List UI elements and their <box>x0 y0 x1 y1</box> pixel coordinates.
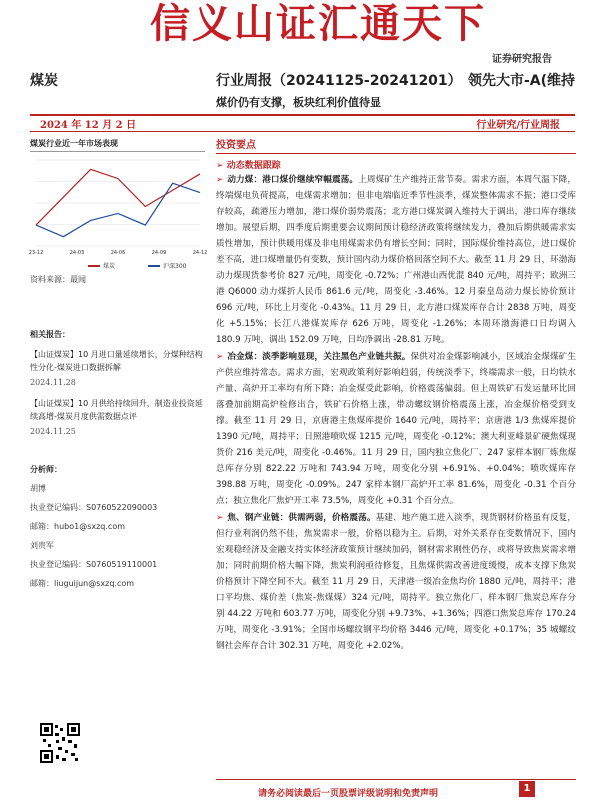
related-report[interactable] <box>30 348 205 389</box>
paragraph-coking-coal <box>216 349 576 509</box>
chart-title: 煤炭行业近一年市场表现 <box>30 138 205 152</box>
related-report-title[interactable]: 【山证煤炭】10 月供给持续回升，制造业投资延续高增-煤炭月度供需数据点评 <box>30 399 203 421</box>
subhead-text: 动态数据跟踪 <box>226 161 281 171</box>
analyst-cert: 执业登记编码：S0760522090003 <box>30 503 158 512</box>
arrow-icon: ➢ <box>216 175 224 185</box>
related-report-title[interactable]: 【山证煤炭】10 月进口量延续增长，分煤种结构性分化-煤炭进口数据拆解 <box>30 350 203 372</box>
rating-label: 领先大市-A(维持 <box>467 73 575 89</box>
x-tick-label: 24-06 <box>110 250 126 256</box>
series-line-1 <box>36 169 200 225</box>
series-line-2 <box>36 183 200 236</box>
analyst-name: 胡博 <box>30 484 46 493</box>
analyst-email[interactable]: 邮箱：liuguijun@sxzq.com <box>30 579 135 588</box>
report-date: 2024 年 12 月 2 日 <box>40 120 137 131</box>
header-banner <box>0 0 600 65</box>
report-subtitle: 煤价仍有支撑，板块红利价值待显 <box>216 96 381 109</box>
paragraph-lead: 动力煤：港口煤价继续窄幅震荡。 <box>227 175 359 185</box>
paragraph-coke-steel <box>216 510 576 654</box>
sidebar <box>28 134 208 774</box>
paragraph-body: 基建、地产施工进入淡季，现货钢材价格虽有反复，但行业利润仍然不佳，焦炭需求一般，价格以稳为主。后期，对外关系存在变数情况下，国内宏观稳经济及金融支持实体经济政策预计继续加码，钢材需求刚性仍存，或将导致焦炭需求增加；同时前期价格大幅下降，焦炭利润亟待修复，且焦煤供需改善进度缓慢，成本支撑下焦炭价格预计下降空间不大。截至 11 月 29 日，天津港一级冶金焦均价 1880 元/吨，周持平；港口平均焦、煤价差（焦炭-焦煤煤）324 元/吨，周持平。独立焦化厂、样本钢厂焦炭总库存分别 44.22 万吨和 603.77 万吨，周变化分别 +9.73%、+1.36%；四港口焦炭总库存 170.24 万吨，周变化 -3.91%；全国市场螺纹钢平均价格 3446 元/吨，周变化 +0.17%；35 城螺纹钢社会库存合计 302.31 万吨，周变化 +2.02%。 <box>216 513 576 651</box>
legend-label: 煤炭 <box>103 263 116 270</box>
paragraph-body: 上周煤矿生产维持正常节奏。需求方面，本周气温下降，终端煤电负荷提高，电煤需求增加；但非电端临近季节性淡季，煤炭整体需求不振；港口受库存较高，疏港压力增加，港口煤价弱势震荡；北方港口煤炭调入维持大于调出，港口库存继续增加。展望后期，四季度后期重要会议期间预计稳经济政策将继续发力，叠加后期供暖需求实质性增加，预计供暖用煤及非电用煤需求仍有增长空间；同时，国际煤价维持高位，进口煤价差不高，进口煤增量仍有变数，预计国内动力煤价格回落空间不大。截至 11 月 29 日，环渤海动力煤现货参考价 827 元/吨，周变化 -0.72%；广州港山西优混 840 元/吨，周持平；欧洲三港 Q6000 动力煤折人民币 861.6 元/吨，周变化 -3.46%。12 月秦皇岛动力煤长协价预计 696 元/吨，环比上月变化 -0.43%。11 月 29 日，北方港口煤炭库存合计 2838 万吨，周变化 +5.15%；长江八港煤炭库存 626 万吨，周变化 -1.26%；本周环渤海港口日均调入 180.9 万吨，调出 152.09 万吨，日均净调出 -28.81 万吨。 <box>216 175 576 345</box>
x-tick-label: 24-03 <box>69 250 85 256</box>
disclaimer-text[interactable]: 请务必阅读最后一页股票评级说明和免责声明 <box>258 789 439 799</box>
paragraph-lead: 焦、钢产业链：供需两弱，价格震荡。 <box>227 513 376 523</box>
analysts-label: 分析师： <box>30 465 62 474</box>
performance-chart <box>28 154 208 272</box>
x-tick-label: 24-09 <box>151 250 167 256</box>
footer-divider <box>216 779 576 780</box>
arrow-icon: ➢ <box>216 161 227 171</box>
paragraph-body: 保供对冶金煤影响减小，区域冶金煤煤矿生产供应维持常态。需求方面，宏观政策利好影响趋弱，传统淡季下，终端需求一般，日均铁水产量、高炉开工率均有所下降；冶金煤受此影响，价格震荡偏弱。但上周铁矿石发运量环比回落叠加前期高炉检修出合，铁矿石价格上涨，带动螺纹钢价格震荡上涨，冶金煤价格受到支撑。截至 11 月 29 日，京唐港主焦煤库提价 1640 元/吨，周持平；京唐港 1/3 焦煤库提价 1390 元/吨，周持平；日照港喷吹煤 1215 元/吨，周变化 -0.12%；澳大利亚峰景矿硬焦煤现货价 216 美元/吨，周变化 -0.46%。11 月 29 日，国内独立焦化厂、247 家样本钢厂炼焦煤总库存分别 822.22 万吨和 743.94 万吨，周变化分别 +6.91%、+0.04%；喷吹煤库存 398.88 万吨，周变化 -0.09%。247 家样本钢厂高炉开工率 81.6%，周变化 -0.31 个百分点；独立焦化厂焦炉开工率 73.5%，周变化 +0.31 个百分点。 <box>216 352 576 506</box>
arrow-icon: ➢ <box>216 352 224 362</box>
key-points-title: 投资要点 <box>216 136 576 154</box>
analyst-email[interactable]: 邮箱：hubo1@sxzq.com <box>30 522 126 531</box>
related-report-date: 2024.11.28 <box>30 378 76 387</box>
brand-mark: 信义山证汇通天下 <box>150 0 486 47</box>
related-report[interactable] <box>30 397 205 438</box>
main-content <box>216 134 576 774</box>
title-row <box>30 68 575 94</box>
chart-svg <box>28 154 208 272</box>
x-tick-label: 23-12 <box>28 250 44 256</box>
x-tick-label: 24-12 <box>192 250 208 256</box>
qr-code-icon[interactable] <box>40 723 80 763</box>
legend-label: 沪深300 <box>163 263 187 270</box>
report-title: 行业周报（20241125-20241201） <box>216 73 462 89</box>
analyst-block <box>30 483 205 589</box>
sector-label: 煤炭 <box>30 73 58 89</box>
analyst-name: 刘贵军 <box>30 541 54 550</box>
chart-source: 资料来源：最闻 <box>30 275 86 284</box>
report-category: 行业研究/行业周报 <box>476 120 560 131</box>
analyst-cert: 执业登记编码：S0760519110001 <box>30 560 158 569</box>
paragraph-lead: 冶金煤：淡季影响显现，关注黑色产业链共振。 <box>227 352 411 362</box>
report-type: 证券研究报告 <box>492 54 552 65</box>
section-subhead <box>216 158 576 171</box>
related-reports-label: 相关报告： <box>30 330 70 339</box>
arrow-icon: ➢ <box>216 513 224 523</box>
paragraph-thermal-coal <box>216 172 576 348</box>
related-report-date: 2024.11.25 <box>30 427 76 436</box>
page-number: 1 <box>519 781 535 797</box>
